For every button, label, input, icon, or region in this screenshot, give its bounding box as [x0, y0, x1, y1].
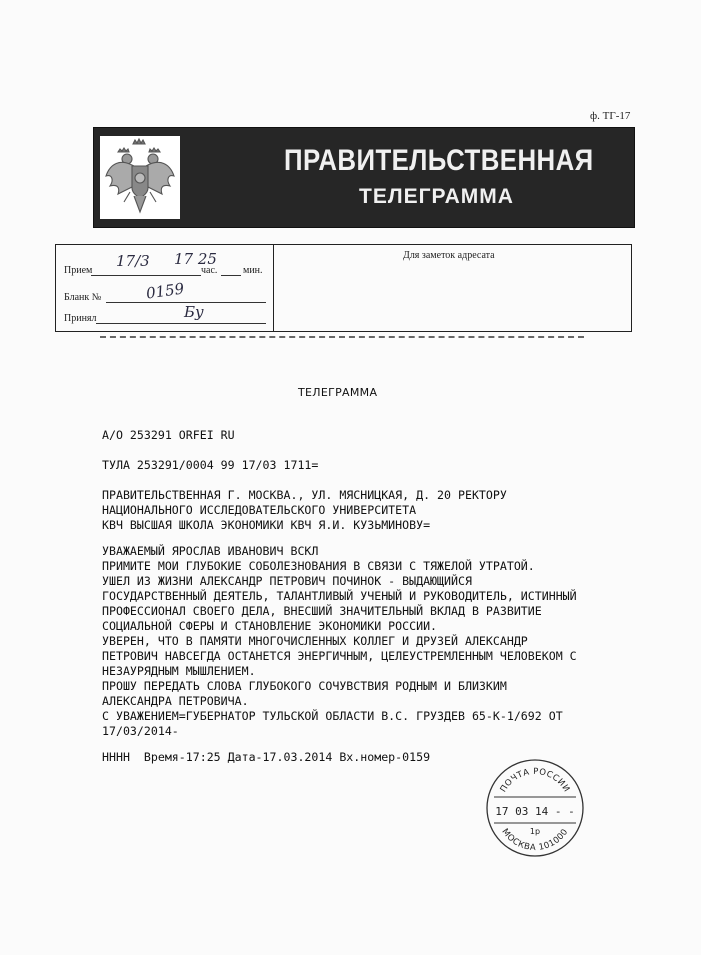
minutes-label: мин. — [243, 265, 263, 276]
body-line: 17/03/2014- — [102, 724, 179, 738]
body-line: УВАЖАЕМЫЙ ЯРОСЛАВ ИВАНОВИЧ ВСКЛ — [102, 544, 319, 558]
reception-box — [55, 244, 632, 332]
service-line: А/О 253291 ORFEI RU — [102, 428, 235, 442]
svg-text:ПОЧТА РОССИИ — [499, 767, 572, 794]
reception-fields — [56, 245, 274, 331]
postmark-stamp — [484, 757, 586, 859]
address-line: ПРАВИТЕЛЬСТВЕННАЯ Г. МОСКВА., УЛ. МЯСНИЦКАЯ, Д. 20 РЕКТОРУ — [102, 488, 507, 502]
form-number-label: Бланк № — [64, 292, 102, 303]
stamp-top-text: ПОЧТА РОССИИ — [498, 766, 572, 795]
accepted-signature: Бу — [184, 303, 204, 321]
body-line: УВЕРЕН, ЧТО В ПАМЯТИ МНОГОЧИСЛЕННЫХ КОЛЛЕГ И ДРУЗЕЙ АЛЕКСАНДР — [102, 634, 528, 648]
double-headed-eagle-icon — [100, 136, 180, 219]
telegram-title: ТЕЛЕГРАММА — [298, 386, 378, 399]
stamp-date: 17 03 14 - - — [495, 805, 575, 818]
received-label: Прием — [64, 265, 93, 276]
stamp-bottom-text: МОСКВА 101000 — [499, 827, 571, 854]
body-line: ПЕТРОВИЧ НАВСЕГДА ОСТАНЕТСЯ ЭНЕРГИЧНЫМ, ЦЕЛЕУСТРЕМЛЕННЫМ ЧЕЛОВЕКОМ С — [102, 649, 577, 663]
accepted-label: Принял — [64, 313, 97, 324]
telegram-banner — [93, 127, 635, 228]
body-line: АЛЕКСАНДРА ПЕТРОВИЧА. — [102, 694, 249, 708]
footer-line: НННН Время-17:25 Дата-17.03.2014 Вх.номер-0159 — [102, 750, 431, 764]
received-date-handwritten: 17/3 — [116, 252, 150, 270]
body-line: С УВАЖЕНИЕМ=ГУБЕРНАТОР ТУЛЬСКОЙ ОБЛАСТИ В.С. ГРУЗДЕВ 65-К-1/692 ОТ — [102, 709, 563, 723]
banner-subtitle: ТЕЛЕГРАММА — [359, 185, 514, 208]
form-code: ф. ТГ-17 — [590, 110, 631, 122]
stamp-mid-text: 1р — [529, 827, 541, 836]
body-line: НЕЗАУРЯДНЫМ МЫШЛЕНИЕМ. — [102, 664, 256, 678]
body-line: ПРОШУ ПЕРЕДАТЬ СЛОВА ГЛУБОКОГО СОЧУВСТВИЯ РОДНЫМ И БЛИЗКИМ — [102, 679, 507, 693]
notes-label: Для заметок адресата — [403, 250, 495, 261]
body-line: УШЕЛ ИЗ ЖИЗНИ АЛЕКСАНДР ПЕТРОВИЧ ПОЧИНОК - ВЫДАЮЩИЙСЯ — [102, 574, 472, 588]
form-number-handwritten: 0159 — [144, 279, 186, 303]
tear-line — [100, 336, 584, 338]
body-line: СОЦИАЛЬНОЙ СФЕРЫ И СТАНОВЛЕНИЕ ЭКОНОМИКИ РОССИИ. — [102, 619, 438, 633]
banner-title: ПРАВИТЕЛЬСТВЕННАЯ — [284, 144, 594, 177]
body-line: ПРИМИТЕ МОИ ГЛУБОКИЕ СОБОЛЕЗНОВАНИЯ В СВЯЗИ С ТЯЖЕЛОЙ УТРАТОЙ. — [102, 559, 535, 573]
address-line: НАЦИОНАЛЬНОГО ИССЛЕДОВАТЕЛЬСКОГО УНИВЕРСИТЕТА — [102, 503, 417, 517]
hours-label: час. — [201, 265, 218, 276]
origin-line: ТУЛА 253291/0004 99 17/03 1711= — [102, 458, 319, 472]
body-line: ПРОФЕССИОНАЛ СВОЕГО ДЕЛА, ВНЕСШИЙ ЗНАЧИТЕЛЬНЫЙ ВКЛАД В РАЗВИТИЕ — [102, 604, 542, 618]
received-time-handwritten: 17 25 — [174, 250, 217, 268]
body-line: ГОСУДАРСТВЕННЫЙ ДЕЯТЕЛЬ, ТАЛАНТЛИВЫЙ УЧЕНЫЙ И РУКОВОДИТЕЛЬ, ИСТИННЫЙ — [102, 589, 577, 603]
address-line: КВЧ ВЫСШАЯ ШКОЛА ЭКОНОМИКИ КВЧ Я.И. КУЗЬМИНОВУ= — [102, 518, 431, 532]
